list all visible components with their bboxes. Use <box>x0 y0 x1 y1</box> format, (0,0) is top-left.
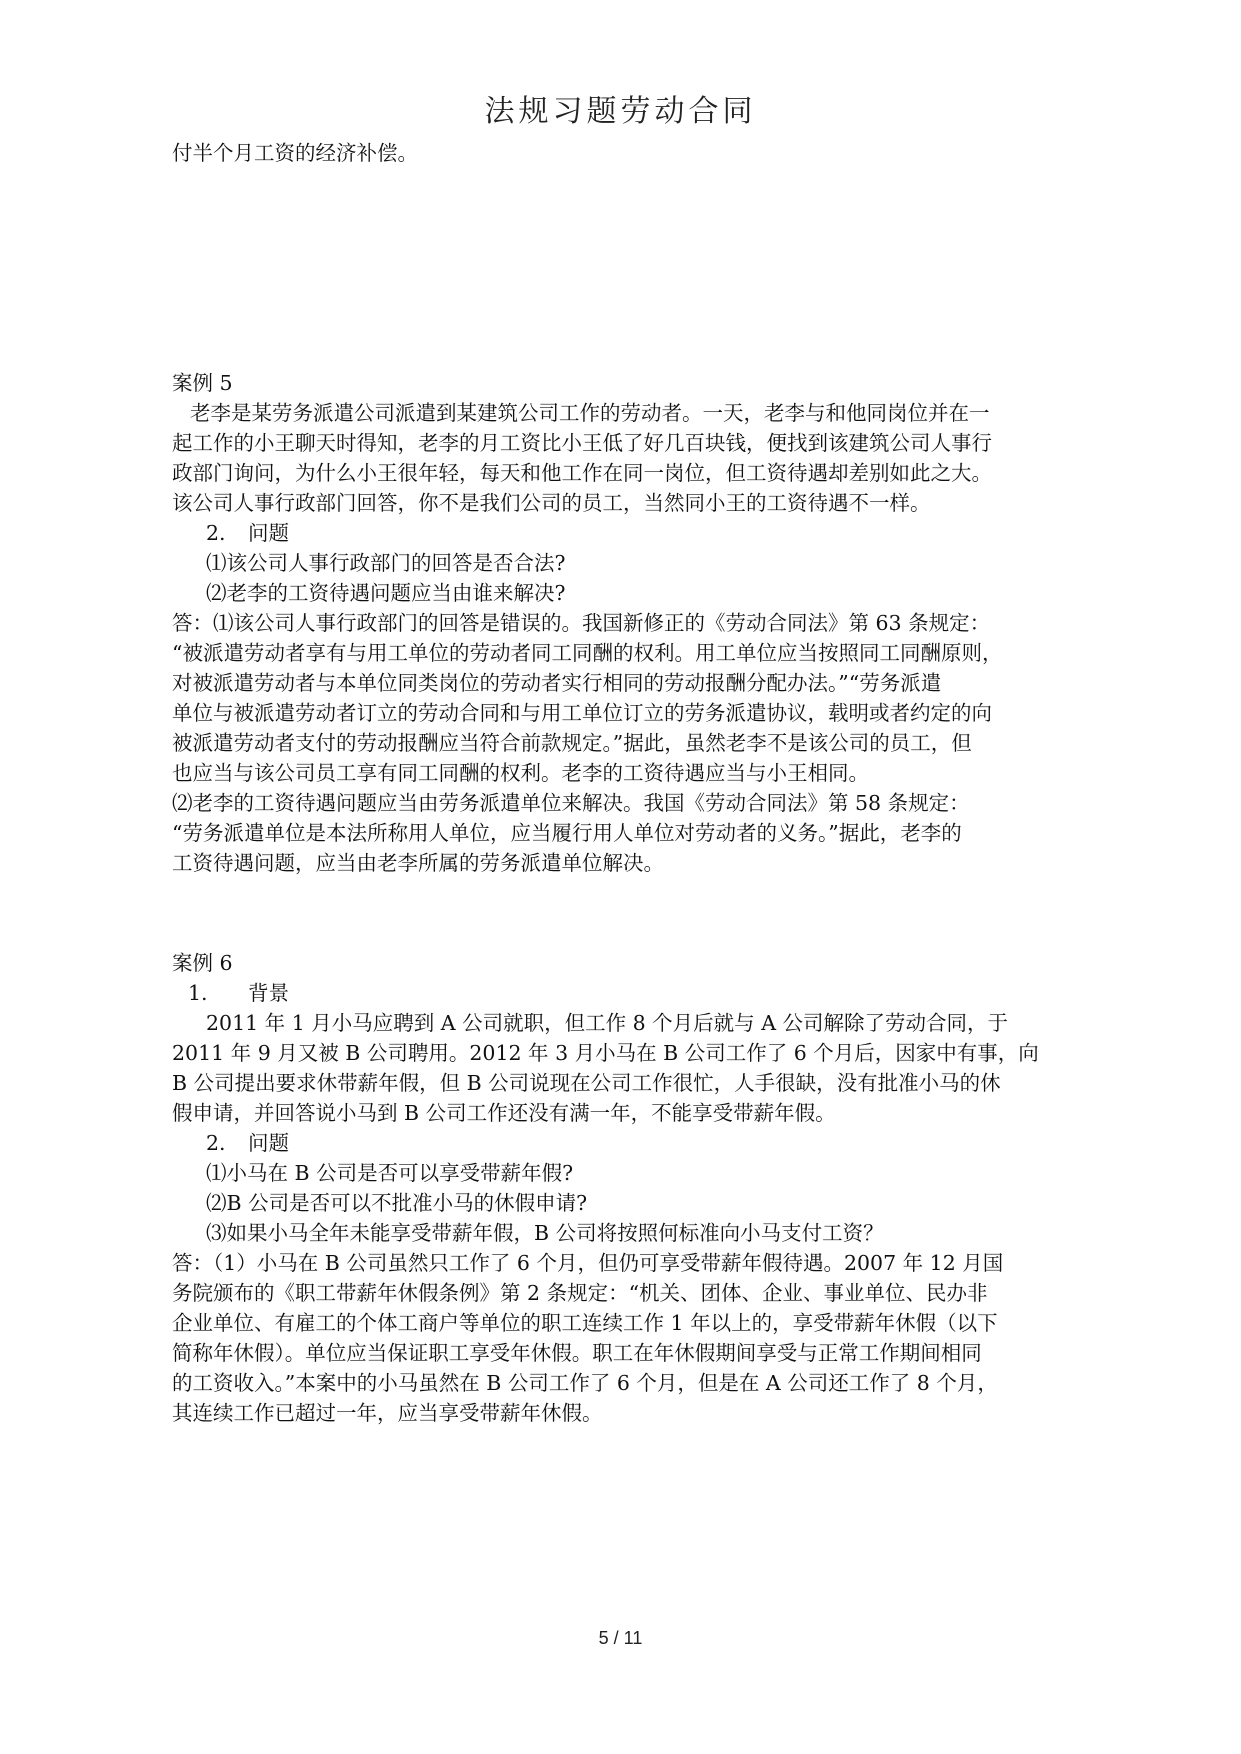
case5-answer-line: ⑵老李的工资待遇问题应当由劳务派遣单位来解决。我国《劳动合同法》第 58 条规定： <box>172 791 970 815</box>
case6-background-line: 2011 年 1 月小马应聘到 A 公司就职，但工作 8 个月后就与 A 公司解除了劳动合同，于 <box>206 1011 1009 1035</box>
case5-heading: 案例 5 <box>172 371 233 395</box>
case6-answer-line: 简称年休假）。单位应当保证职工享受年休假。职工在年休假期间享受与正常工作期间相同 <box>172 1341 982 1365</box>
case5-question: ⑵老李的工资待遇问题应当由谁来解决? <box>206 581 566 605</box>
case5-question-label: 问题 <box>248 521 289 545</box>
case5-answer-line: 答：⑴该公司人事行政部门的回答是错误的。我国新修正的《劳动合同法》第 63 条规定： <box>172 611 991 635</box>
case5-answer-line: 工资待遇问题，应当由老李所属的劳务派遣单位解决。 <box>172 851 664 875</box>
case5-question: ⑴该公司人事行政部门的回答是否合法? <box>206 551 566 575</box>
case5-answer-line: “被派遣劳动者享有与用工单位的劳动者同工同酬的权利。用工单位应当按照同工同酬原则， <box>172 641 1003 665</box>
case6-question: ⑵B 公司是否可以不批准小马的休假申请? <box>206 1191 588 1215</box>
case6-background-number: 1. <box>188 981 208 1005</box>
case5-answer-line: “劳务派遣单位是本法所称用人单位，应当履行用人单位对劳动者的义务。”据此，老李的 <box>172 821 962 845</box>
case5-background-line: 政部门询问，为什么小王很年轻，每天和他工作在同一岗位，但工资待遇却差别如此之大。 <box>172 461 992 485</box>
case5-background-line: 起工作的小王聊天时得知，老李的月工资比小王低了好几百块钱，便找到该建筑公司人事行 <box>172 431 992 455</box>
case5-answer-line: 对被派遣劳动者与本单位同类岗位的劳动者实行相同的劳动报酬分配办法。”“劳务派遣 <box>172 671 942 695</box>
case6-question-label: 问题 <box>248 1131 289 1155</box>
case6-background-line: 2011 年 9 月又被 B 公司聘用。2012 年 3 月小马在 B 公司工作了 6 个月后，因家中有事，向 <box>172 1041 1039 1065</box>
case6-question-number: 2. <box>206 1131 226 1155</box>
case6-answer-line: 其连续工作已超过一年，应当享受带薪年休假。 <box>172 1401 603 1425</box>
case6-answer-line: 企业单位、有雇工的个体工商户等单位的职工连续工作 1 年以上的，享受带薪年休假（以下 <box>172 1311 998 1335</box>
case5-answer-line: 被派遣劳动者支付的劳动报酬应当符合前款规定。”据此，虽然老李不是该公司的员工，但 <box>172 731 972 755</box>
case6-heading: 案例 6 <box>172 951 233 975</box>
case6-background-line: 假申请，并回答说小马到 B 公司工作还没有满一年，不能享受带薪年假。 <box>172 1101 836 1125</box>
case6-background-label: 背景 <box>248 981 289 1005</box>
case6-question: ⑶如果小马全年未能享受带薪年假，B 公司将按照何标准向小马支付工资？ <box>206 1221 884 1245</box>
case6-answer-line: 的工资收入。”本案中的小马虽然在 B 公司工作了 6 个月，但是在 A 公司还工作了 8 个月， <box>172 1371 998 1395</box>
case6-answer-line: 务院颁布的《职工带薪年休假条例》第 2 条规定：“机关、团体、企业、事业单位、民办非 <box>172 1281 988 1305</box>
case6-question: ⑴小马在 B 公司是否可以享受带薪年假? <box>206 1161 574 1185</box>
intro-line: 付半个月工资的经济补偿。 <box>172 141 418 165</box>
case5-background-line: 该公司人事行政部门回答，你不是我们公司的员工，当然同小王的工资待遇不一样。 <box>172 491 931 515</box>
case5-answer-line: 也应当与该公司员工享有同工同酬的权利。老李的工资待遇应当与小王相同。 <box>172 761 869 785</box>
case5-question-number: 2. <box>206 521 226 545</box>
page-title: 法规习题劳动合同 <box>484 94 757 129</box>
case5-answer-line: 单位与被派遣劳动者订立的劳动合同和与用工单位订立的劳务派遣协议，载明或者约定的向 <box>172 701 992 725</box>
case5-background-line: 老李是某劳务派遣公司派遣到某建筑公司工作的劳动者。一天，老李与和他同岗位并在一 <box>190 401 990 425</box>
case6-background-line: B 公司提出要求休带薪年假，但 B 公司说现在公司工作很忙，人手很缺，没有批准小马的休 <box>172 1071 1001 1095</box>
page-number: 5 / 11 <box>598 1628 643 1648</box>
case6-answer-line: 答：（1）小马在 B 公司虽然只工作了 6 个月，但仍可享受带薪年假待遇。2007 年 12 月国 <box>172 1251 1004 1275</box>
